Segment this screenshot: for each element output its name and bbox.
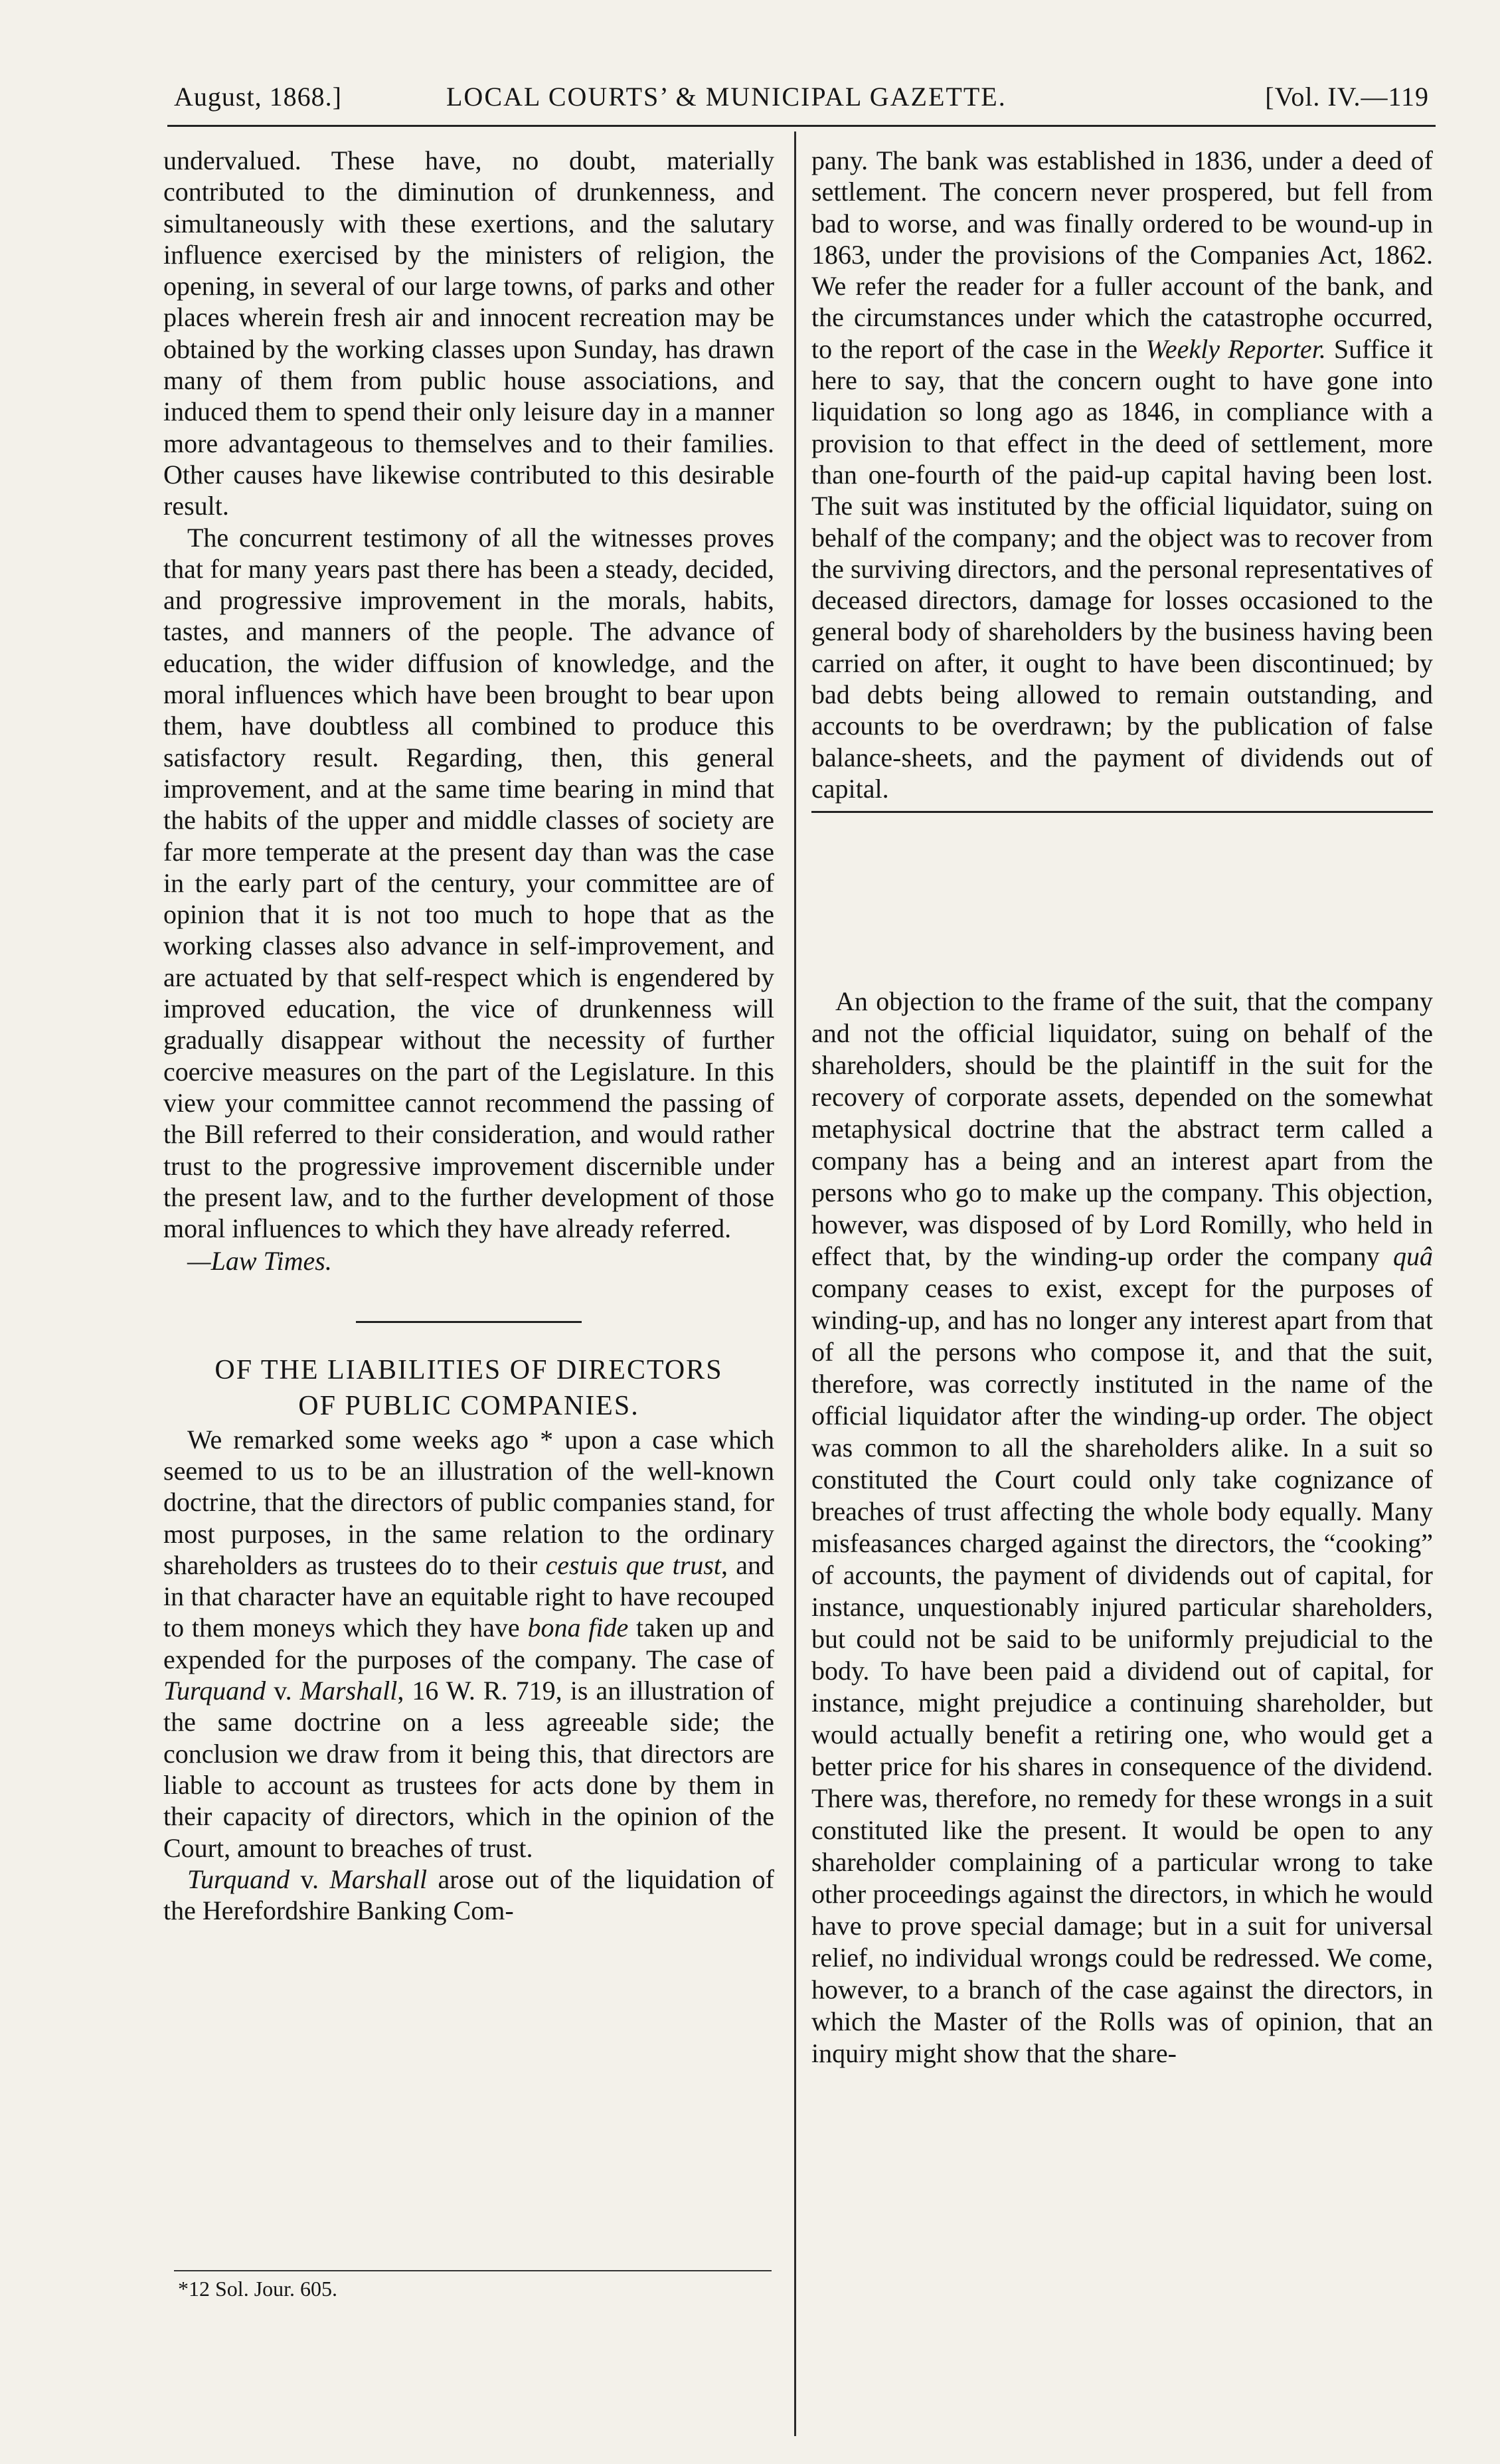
text-run: company ceases to exist, except for the purposes of winding-up, and has no longer any interest apart from that of all the persons who compose it, and that the suit, therefore, was correctly instituted in the name of the official liquidator after the winding-up order. The object was common to all the shareholders alike. In a suit so constituted the Court could only take cognizance of breaches of trust affecting the whole body equally. Many misfeasances charged against the directors, the “cooking” of accounts, the payment of dividends out of capital, for instance, unquestionably injured particular shareholders, but could not be said to be uniformly prejudicial to the body. To have been paid a dividend out of capital, for instance, might prejudice a continuing shareholder, but would actually benefit a retiring one, who would get a better price for his shares in consequence of the dividend. There was, therefore, no remedy for these wrongs in a suit constituted like the present. It would be open to any shareholder complaining of a particular wrong to take other proceedings against the directors, in which he would have to prove special damage; but in a suit for universal relief, no individual wrongs could be redressed. We come, however, to a branch of the case against the directors, in which the Master of the Rolls was of opinion, that an inquiry might show that the share- — [811, 1273, 1433, 2068]
text-run: v. — [290, 1864, 330, 1894]
text-run: Suffice it here to say, that the concern ought to have gone into liquidation so long ago as 1846, in compliance with a provision to that effect in the deed of settlement, more than one-fourth of the paid-up capital having been lost. The suit was instituted by the official liquidator, suing on behalf of the company; and the object was to recover from the surviving directors, and the personal representatives of deceased directors, damage for losses occasioned to the general body of shareholders by the business having been carried on after, it ought to have been discontinued; by bad debts being allowed to remain outstanding, and accounts to be overdrawn; by the publication of false balance-sheets, and the payment of dividends out of capital. — [811, 333, 1434, 804]
issue-date: August, 1868.] — [174, 82, 342, 112]
text-run: pany. The bank was established in 1836, under a deed of settlement. The concern never prospered, but fell from bad to worse, and was finally ordered to be wound-up in 1863, under the provisions of the Companies Act, 1862. We refer the reader for a fuller account of the bank, and the circumstances under which the catastrophe occurred, to the report of the case in the — [811, 145, 1433, 364]
paragraph-temperance-continued: undervalued. These have, no doubt, materially contributed to the diminution of drunkenness, and simultaneously with these exertions, and the salutary influence exercised by the ministers of religion, the opening, in several of our large towns, of parks and other places wherein fresh air and innocent recreation may be obtained by the working classes upon Sunday, has drawn many of them from public house associations, and induced them to spend their only leisure day in a manner more advantageous to themselves and to their families. Other causes have likewise contributed to this desirable result. — [163, 145, 774, 521]
paragraph-case-origin — [163, 1864, 774, 1927]
publication-title: LOCAL COURTS’ & MUNICIPAL GAZETTE. — [446, 82, 1007, 112]
case-name: Marshall — [299, 1676, 398, 1706]
text-run: We remarked some weeks ago * upon a case which seemed to us to be an illustration of the well-known doctrine, that the directors of public companies stand, for most purposes, in the same relation to the ordinary shareholders as trustees do to their — [163, 1424, 774, 1580]
text-run: taken up and expended for the purposes of the company. The case of — [163, 1613, 775, 1674]
text-run: An objection to the frame of the suit, that the company and not the official liquidator, suing on behalf of the shareholders, should be the plaintiff in the suit for the recovery of corporate assets, depended on the somewhat metaphysical doctrine that the abstract term called a company has a being and an interest apart from the persons who go to make up the company. This objection, however, was disposed of by Lord Romilly, who held in effect that, by the winding-up order the company — [811, 986, 1433, 1271]
paragraph-separator — [811, 811, 1433, 813]
right-column-bottom — [811, 986, 1433, 2069]
article-title-line-2: OF PUBLIC COMPANIES. — [298, 1390, 639, 1421]
left-column — [163, 145, 774, 1926]
column-divider — [794, 132, 796, 2436]
volume-page-number: [Vol. IV.—119 — [1265, 82, 1429, 112]
latin-phrase: bona fide — [527, 1613, 629, 1643]
publication-name: Weekly Reporter. — [1145, 333, 1326, 364]
latin-word: quâ — [1393, 1241, 1433, 1271]
paragraph-committee-conclusion — [163, 522, 774, 1245]
article-title — [163, 1352, 774, 1424]
text-run: v. — [266, 1676, 300, 1706]
case-name: Marshall — [329, 1864, 428, 1894]
footnote: *12 Sol. Jour. 605. — [178, 2277, 338, 2301]
case-name: Turquand — [163, 1676, 266, 1706]
section-separator — [356, 1321, 582, 1323]
text-run: , and in that character have an equitable right to have recouped to them moneys which they have — [163, 1549, 774, 1643]
paragraph-text: The concurrent testimony of all the witnesses proves that for many years past there has been a steady, decided, and progressive improvement in the morals, habits, tastes, and manners of the people. The advance of education, the wider diffusion of knowledge, and the moral influences which have been brought to bear upon them, have doubtless all combined to produce this satisfactory result. Regarding, then, this general improvement, and at the same time bearing in mind that the habits of the upper and middle classes of society are far more temperate at the present day than was the case in the early part of the century, your committee are of opinion that it is not too much to hope that as the working classes also advance in self-improvement, and are actuated by that self-respect which is engendered by improved education, the vice of drunkenness will gradually disappear without the necessity of further coercive measures on the part of the Legislature. In this view your committee cannot recommend the passing of the Bill referred to their consideration, and would rather trust to the progressive improvement discernible under the present law, and to the further development of those moral influences to which they have already referred. — [163, 522, 774, 1244]
header-rule — [167, 125, 1436, 127]
text-run: arose out of the liquidation of the Herefordshire Banking Com- — [163, 1864, 774, 1926]
paragraph-article-intro — [163, 1424, 774, 1864]
source-signature — [163, 1245, 774, 1276]
text-run: , 16 W. R. 719, is an illustration of the same doctrine on a less agreeable side; the conclusion we draw from it being this, that directors are liable to account as trustees for acts done by them in their capacity of directors, which in the opinion of the Court, amount to breaches of trust. — [163, 1676, 774, 1863]
case-name: Turquand — [187, 1864, 290, 1894]
right-column-top — [811, 145, 1433, 813]
page-header — [167, 66, 1436, 120]
footnote-rule — [174, 2270, 772, 2271]
article-title-line-1: OF THE LIABILITIES OF DIRECTORS — [214, 1354, 723, 1385]
paragraph-bank-history — [811, 145, 1433, 804]
paragraph-objection — [811, 986, 1433, 2069]
signature-text: —Law Times. — [187, 1246, 332, 1276]
latin-phrase: cestuis que trust — [545, 1549, 721, 1580]
